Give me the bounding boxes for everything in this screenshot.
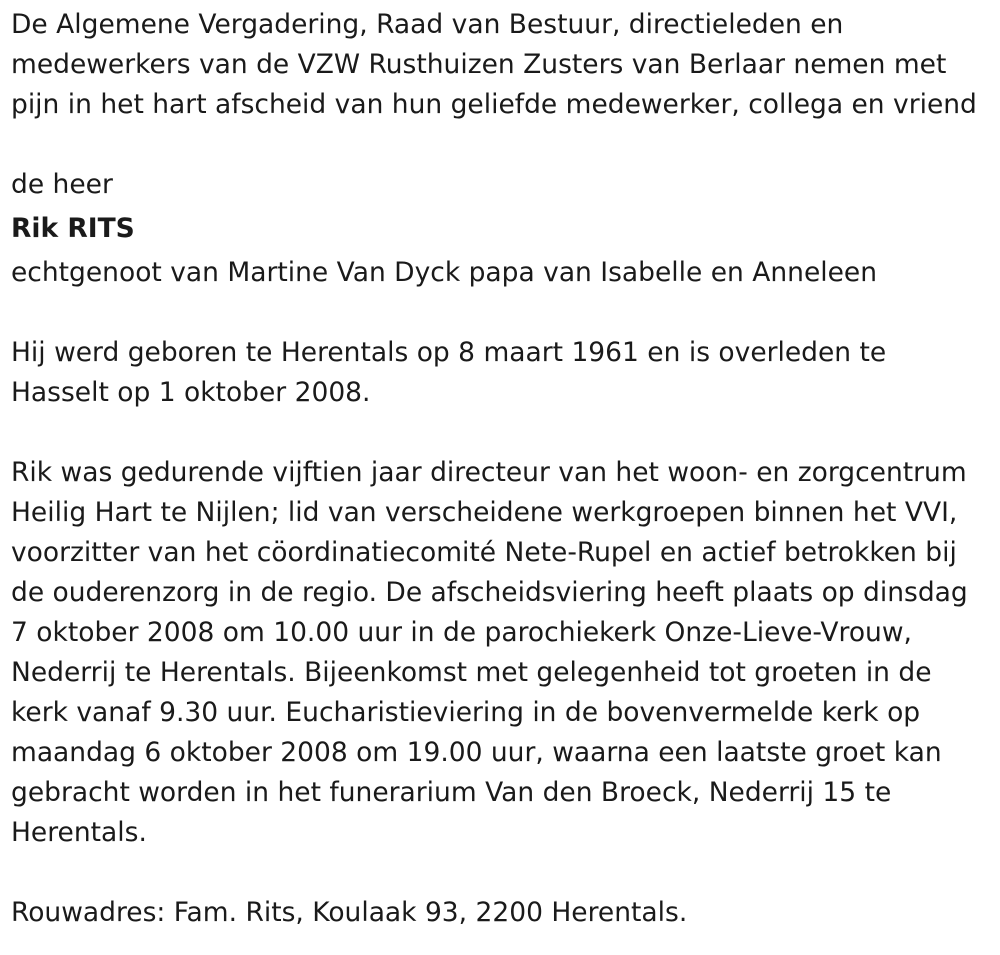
spacer <box>11 413 991 453</box>
biography-line: 7 oktober 2008 om 10.00 uur in de parochiekerk Onze-Lieve-Vrouw, <box>11 617 912 648</box>
spacer <box>11 293 991 333</box>
obituary-document <box>11 5 991 933</box>
deceased-name: Rik RITS <box>11 213 135 244</box>
birth-death-line: Hasselt op 1 oktober 2008. <box>11 377 371 408</box>
mourning-address: Rouwadres: Fam. Rits, Koulaak 93, 2200 Herentals. <box>11 897 688 928</box>
biography-line: voorzitter van het cöordinatiecomité Nete-Rupel en actief betrokken bij <box>11 537 957 568</box>
biography-line: Heilig Hart te Nijlen; lid van verscheidene werkgroepen binnen het VVI, <box>11 497 958 528</box>
biography-line: maandag 6 oktober 2008 om 19.00 uur, waarna een laatste groet kan <box>11 737 942 768</box>
biography-line: de ouderenzorg in de regio. De afscheidsviering heeft plaats op dinsdag <box>11 577 968 608</box>
biography-line: Nederrij te Herentals. Bijeenkomst met gelegenheid tot groeten in de <box>11 657 932 688</box>
intro-line: pijn in het hart afscheid van hun geliefde medewerker, collega en vriend <box>11 89 977 120</box>
spacer <box>11 125 991 165</box>
intro-paragraph <box>11 5 991 125</box>
biography-line: Rik was gedurende vijftien jaar directeur van het woon- en zorgcentrum <box>11 457 967 488</box>
biography-line: kerk vanaf 9.30 uur. Eucharistieviering in de bovenvermelde kerk op <box>11 697 921 728</box>
biography-line: gebracht worden in het funerarium Van den Broeck, Nederrij 15 te <box>11 777 892 808</box>
family-relations: echtgenoot van Martine Van Dyck papa van Isabelle en Anneleen <box>11 257 878 288</box>
biography-paragraph <box>11 453 991 853</box>
intro-line: medewerkers van de VZW Rusthuizen Zusters van Berlaar nemen met <box>11 49 947 80</box>
birth-death-line: Hij werd geboren te Herentals op 8 maart 1961 en is overleden te <box>11 337 887 368</box>
salutation: de heer <box>11 169 113 200</box>
spacer <box>11 853 991 893</box>
intro-line: De Algemene Vergadering, Raad van Bestuur, directieleden en <box>11 9 844 40</box>
biography-line: Herentals. <box>11 817 147 848</box>
birth-death-paragraph <box>11 333 991 413</box>
